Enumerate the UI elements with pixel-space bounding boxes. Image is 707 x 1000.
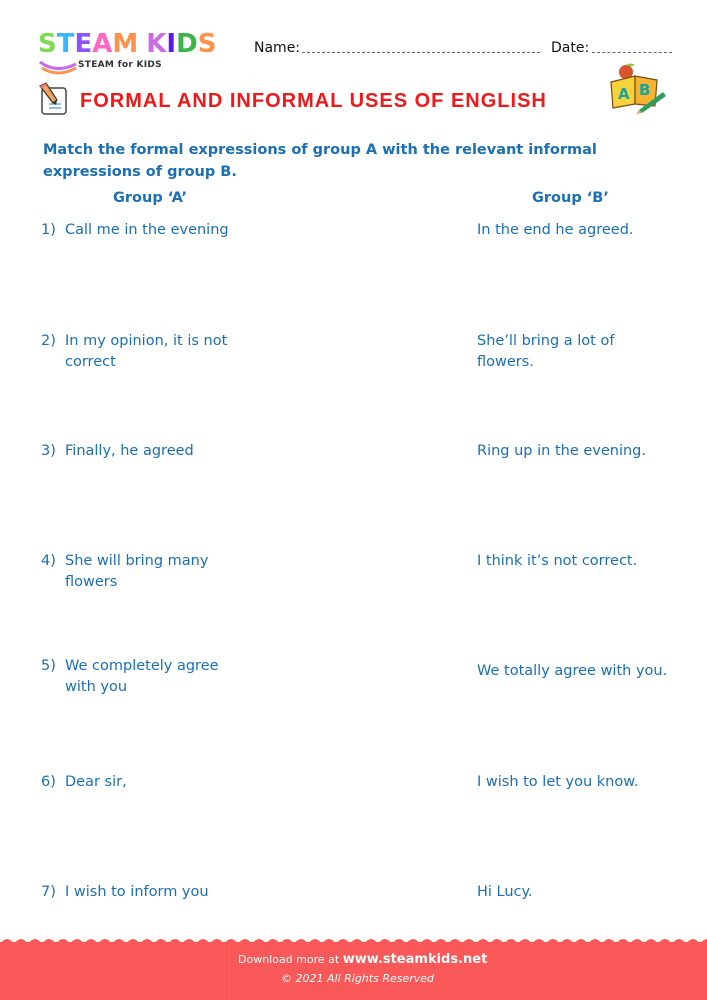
group-a-item xyxy=(41,331,261,373)
name-label: Name: xyxy=(254,40,301,56)
abc-book-icon xyxy=(605,62,667,114)
svg-text:A: A xyxy=(618,85,630,103)
item-number: 5) xyxy=(41,658,56,674)
item-text: She will bring many flowers xyxy=(65,553,209,590)
group-a-item xyxy=(41,220,271,241)
logo-wordmark xyxy=(38,30,238,58)
item-number: 7) xyxy=(41,884,56,900)
logo-letter: D xyxy=(176,29,198,59)
name-field[interactable] xyxy=(302,52,540,53)
pencil-paper-icon xyxy=(37,82,71,116)
download-prefix: Download more at xyxy=(238,953,340,966)
group-a-item xyxy=(41,882,271,903)
logo-letter: S xyxy=(38,29,57,59)
group-a-item xyxy=(41,656,251,698)
footer-bar xyxy=(0,942,707,1000)
group-a-item xyxy=(41,551,241,593)
item-number: 2) xyxy=(41,333,56,349)
footer-download xyxy=(238,952,487,967)
item-text: Finally, he agreed xyxy=(65,443,194,459)
logo-letter: S xyxy=(197,29,217,59)
group-a-item xyxy=(41,441,271,462)
item-text: I wish to inform you xyxy=(65,884,209,900)
item-number: 4) xyxy=(41,553,56,569)
group-b-item: She’ll bring a lot of flowers. xyxy=(477,333,615,370)
item-text: We completely agree with you xyxy=(65,658,219,695)
group-b-item: In the end he agreed. xyxy=(477,222,634,238)
logo-letter: I xyxy=(166,29,177,59)
logo-letter: A xyxy=(92,29,113,59)
logo-letter: T xyxy=(56,29,75,59)
item-text: Call me in the evening xyxy=(65,222,229,238)
item-text: Dear sir, xyxy=(65,774,127,790)
footer-copyright: © 2021 All Rights Reserved xyxy=(281,972,435,985)
item-number: 1) xyxy=(41,222,56,238)
steam-kids-logo xyxy=(38,30,238,76)
logo-swoosh-icon xyxy=(38,58,78,76)
logo-letter: M xyxy=(112,29,139,59)
date-field[interactable] xyxy=(592,52,672,53)
worksheet-title: FORMAL AND INFORMAL USES OF ENGLISH xyxy=(80,90,547,112)
logo-subtitle: STEAM for KIDS xyxy=(78,60,162,70)
group-a-heading: Group ‘A’ xyxy=(113,190,188,206)
item-number: 6) xyxy=(41,774,56,790)
group-b-heading: Group ‘B’ xyxy=(532,190,609,206)
date-label: Date: xyxy=(551,40,590,56)
group-b-item: We totally agree with you. xyxy=(477,663,668,679)
group-b-item: I wish to let you know. xyxy=(477,774,639,790)
website-link[interactable]: www.steamkids.net xyxy=(342,952,488,967)
group-b-item: I think it’s not correct. xyxy=(477,553,638,569)
logo-letter: K xyxy=(146,29,167,59)
item-text: In my opinion, it is not correct xyxy=(65,333,228,370)
group-b-item: Hi Lucy. xyxy=(477,884,533,900)
group-b-item: Ring up in the evening. xyxy=(477,443,646,459)
group-a-item xyxy=(41,772,271,793)
svg-text:B: B xyxy=(639,81,651,99)
footer-divider xyxy=(229,944,230,1000)
item-number: 3) xyxy=(41,443,56,459)
logo-letter: E xyxy=(74,29,93,59)
instructions: Match the formal expressions of group A with the relevant informal expressions of group B. xyxy=(43,142,597,180)
